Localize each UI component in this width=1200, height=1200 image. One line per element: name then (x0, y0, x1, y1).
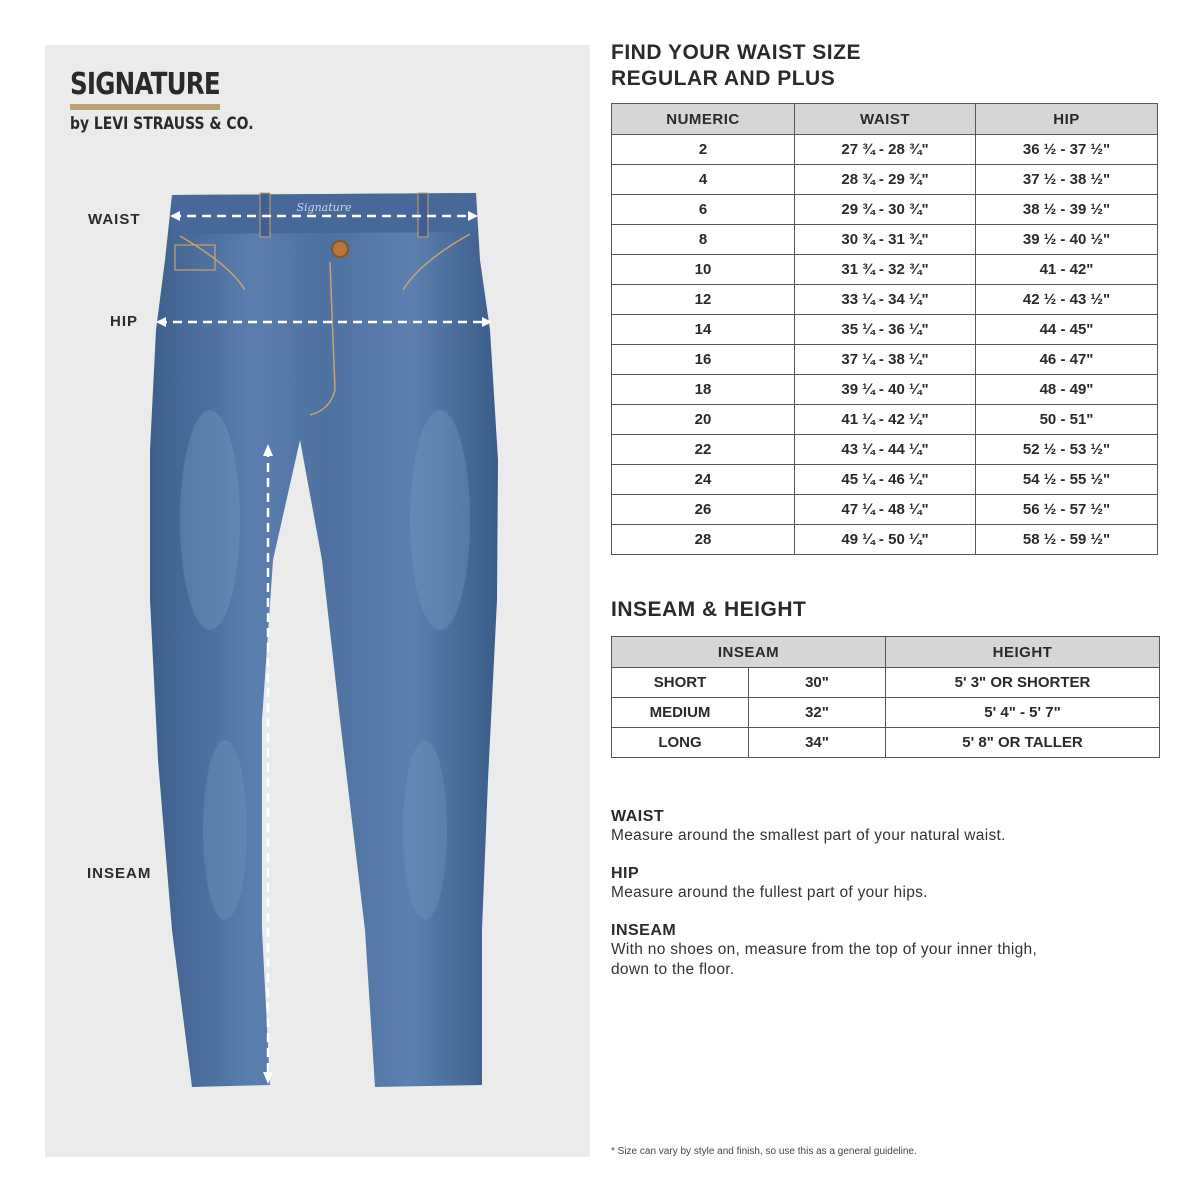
cell-waist: 45 ¼ - 46 ¼" (795, 465, 976, 495)
cell-hip: 58 ½ - 59 ½" (976, 525, 1158, 555)
cell-hip: 37 ½ - 38 ½" (976, 165, 1158, 195)
jeans-illustration (0, 0, 600, 1160)
table-row (612, 435, 1158, 465)
table-row (612, 315, 1158, 345)
cell-hip: 56 ½ - 57 ½" (976, 495, 1158, 525)
cell-hip: 42 ½ - 43 ½" (976, 285, 1158, 315)
inseam-label: INSEAM (87, 865, 152, 882)
header-waist: WAIST (795, 104, 976, 135)
definition-hip-head: HIP (611, 865, 640, 882)
cell-inseam: 34" (749, 728, 886, 758)
header-height: HEIGHT (886, 637, 1160, 668)
cell-numeric: 26 (612, 495, 795, 525)
cell-numeric: 16 (612, 345, 795, 375)
cell-height: 5' 8" OR TALLER (886, 728, 1160, 758)
definition-hip (611, 864, 1171, 903)
svg-text:Signature: Signature (296, 201, 352, 214)
cell-waist: 27 ¾ - 28 ¾" (795, 135, 976, 165)
table-row (612, 195, 1158, 225)
table-row (612, 375, 1158, 405)
definition-inseam-text-line1: With no shoes on, measure from the top of your inner thigh, (611, 941, 1038, 958)
inseam-section-title: INSEAM & HEIGHT (611, 598, 807, 621)
cell-height: 5' 3" OR SHORTER (886, 668, 1160, 698)
definition-waist (611, 807, 1171, 846)
cell-inseam: 30" (749, 668, 886, 698)
waist-size-table (611, 103, 1158, 555)
definition-hip-text: Measure around the fullest part of your hips. (611, 884, 928, 901)
definition-inseam-head: INSEAM (611, 922, 677, 939)
cell-numeric: 14 (612, 315, 795, 345)
table-row (612, 285, 1158, 315)
cell-hip: 36 ½ - 37 ½" (976, 135, 1158, 165)
cell-hip: 48 - 49" (976, 375, 1158, 405)
cell-numeric: 28 (612, 525, 795, 555)
cell-hip: 41 - 42" (976, 255, 1158, 285)
definition-waist-text: Measure around the smallest part of your natural waist. (611, 827, 1006, 844)
cell-length: SHORT (612, 668, 749, 698)
brand-subtitle: by LEVI STRAUSS & CO. (70, 114, 254, 134)
cell-numeric: 8 (612, 225, 795, 255)
cell-numeric: 24 (612, 465, 795, 495)
table-row (612, 135, 1158, 165)
jeans-button (332, 241, 348, 257)
table-row (612, 345, 1158, 375)
cell-waist: 28 ¾ - 29 ¾" (795, 165, 976, 195)
table-row (612, 165, 1158, 195)
cell-numeric: 12 (612, 285, 795, 315)
definition-inseam (611, 921, 1171, 980)
cell-waist: 30 ¾ - 31 ¾" (795, 225, 976, 255)
table-row (612, 255, 1158, 285)
waist-title-line1: FIND YOUR WAIST SIZE (611, 41, 861, 64)
cell-numeric: 6 (612, 195, 795, 225)
cell-numeric: 10 (612, 255, 795, 285)
table-row (612, 405, 1158, 435)
cell-waist: 37 ¼ - 38 ¼" (795, 345, 976, 375)
table-row (612, 465, 1158, 495)
table-row (612, 668, 1160, 698)
cell-hip: 46 - 47" (976, 345, 1158, 375)
definition-waist-head: WAIST (611, 808, 665, 825)
cell-hip: 54 ½ - 55 ½" (976, 465, 1158, 495)
header-hip: HIP (976, 104, 1158, 135)
footnote: * Size can vary by style and finish, so use this as a general guideline. (611, 1146, 917, 1157)
header-numeric: NUMERIC (612, 104, 795, 135)
cell-length: LONG (612, 728, 749, 758)
cell-numeric: 22 (612, 435, 795, 465)
table-row (612, 495, 1158, 525)
cell-hip: 44 - 45" (976, 315, 1158, 345)
table-row (612, 525, 1158, 555)
cell-length: MEDIUM (612, 698, 749, 728)
inseam-table-header-row (612, 637, 1160, 668)
waist-section-title (611, 40, 861, 92)
cell-waist: 47 ¼ - 48 ¼" (795, 495, 976, 525)
cell-waist: 33 ¼ - 34 ¼" (795, 285, 976, 315)
cell-numeric: 2 (612, 135, 795, 165)
cell-hip: 50 - 51" (976, 405, 1158, 435)
cell-waist: 41 ¼ - 42 ¼" (795, 405, 976, 435)
waist-label: WAIST (88, 211, 141, 228)
jeans-body (150, 193, 498, 1087)
hip-label: HIP (110, 313, 139, 330)
waist-title-line2: REGULAR AND PLUS (611, 67, 836, 90)
cell-numeric: 20 (612, 405, 795, 435)
cell-numeric: 18 (612, 375, 795, 405)
cell-waist: 29 ¾ - 30 ¾" (795, 195, 976, 225)
header-inseam: INSEAM (612, 637, 886, 668)
cell-waist: 49 ¼ - 50 ¼" (795, 525, 976, 555)
cell-hip: 39 ½ - 40 ½" (976, 225, 1158, 255)
waist-table-header-row (612, 104, 1158, 135)
cell-waist: 43 ¼ - 44 ¼" (795, 435, 976, 465)
cell-hip: 52 ½ - 53 ½" (976, 435, 1158, 465)
brand-title: SIGNATURE (70, 67, 220, 102)
cell-waist: 39 ¼ - 40 ¼" (795, 375, 976, 405)
cell-height: 5' 4" - 5' 7" (886, 698, 1160, 728)
table-row (612, 225, 1158, 255)
definition-inseam-text-line2: down to the floor. (611, 961, 735, 978)
table-row (612, 698, 1160, 728)
table-row (612, 728, 1160, 758)
cell-numeric: 4 (612, 165, 795, 195)
cell-waist: 35 ¼ - 36 ¼" (795, 315, 976, 345)
cell-waist: 31 ¾ - 32 ¾" (795, 255, 976, 285)
cell-inseam: 32" (749, 698, 886, 728)
cell-hip: 38 ½ - 39 ½" (976, 195, 1158, 225)
inseam-height-table (611, 636, 1160, 758)
